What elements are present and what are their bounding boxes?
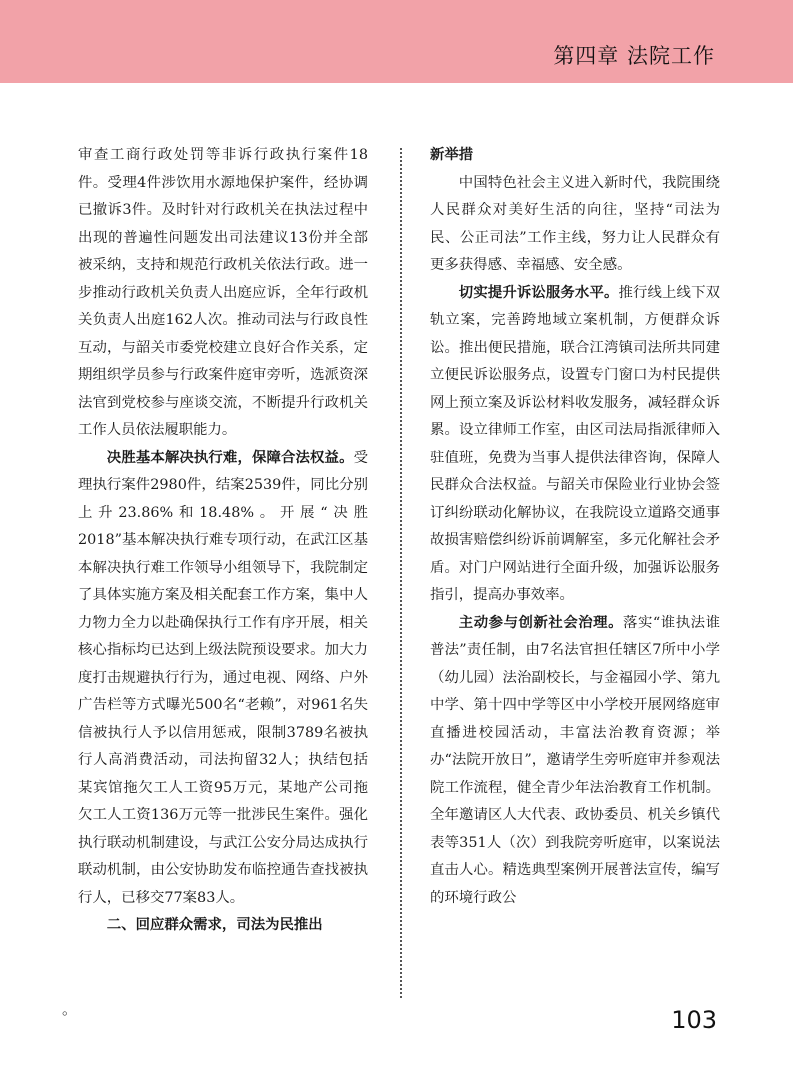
left-column-tail: 。 bbox=[62, 1000, 78, 1018]
section-heading: 二、回应群众需求，司法为民推出 bbox=[106, 917, 323, 933]
paragraph-body: 受理执行案件2980件，结案2539件，同比分别上升23.86%和18.48%。开展“决胜2018”基本解决执行难专项行动，在武江区基本解决执行难工作领导小组领导下，我院制定了具体实施方案及相关配套工作方案，集中人力物力全力以赴确保执行工作有序开展，相关核心指标均已达到上级法院预设要求。加大力度打击规避执行行为，通过电视、网络、户外广告栏等方式曝光500名“老赖”，对961名失信被执行人予以信用惩戒，限制3789名被执行人高消费活动，司法拘留32人；执结包括某宾馆拖欠工人工资95万元，某地产公司拖欠工人工资136万元等一批涉民生案件。强化执行联动机制建设，与武江公安分局达成执行联动机制，由公安协助发布临控通告查找被执行人，已移交77案83人。 bbox=[78, 449, 368, 906]
column-divider bbox=[400, 148, 402, 998]
paragraph-body: 落实“谁执法谁普法”责任制，由7名法官担任辖区7所中小学（幼儿园）法治副校长，与金福园小学、第九中学、第十四中学等区中小学校开展网络庭审直播进校园活动，丰富法治教育资源；举办“法院开放日”，邀请学生旁听庭审并参观法院工作流程，健全青少年法治教育工作机制。全年邀请区人大代表、政协委员、机关乡镇代表等351人（次）到我院旁听庭审，以案说法直击人心。精选典型案例开展普法宣传，编写的环境行政公 bbox=[430, 614, 720, 906]
paragraph-lead: 主动参与创新社会治理。 bbox=[458, 614, 624, 631]
left-column bbox=[78, 142, 368, 940]
paragraph: 中国特色社会主义进入新时代，我院围绕人民群众对美好生活的向往，坚持“司法为民、公正司法”工作主线，努力让人民群众有更多获得感、幸福感、安全感。 bbox=[430, 174, 720, 273]
section-heading-continued: 新举措 bbox=[430, 147, 474, 163]
paragraph-body: 推行线上线下双轨立案，完善跨地域立案机制，方便群众诉讼。推出便民措施，联合江湾镇司法所共同建立便民诉讼服务点，设置专门窗口为村民提供网上预立案及诉讼材料收发服务，减轻群众诉累。设立律师工作室，由区司法局指派律师入驻值班，免费为当事人提供法律咨询，保障人民群众合法权益。与韶关市保险业行业协会签订纠纷联动化解协议，在我院设立道路交通事故损害赔偿纠纷诉前调解室，多元化解社会矛盾。对门户网站进行全面升级，加强诉讼服务指引，提高办事效率。 bbox=[430, 284, 720, 603]
paragraph bbox=[430, 610, 720, 913]
paragraph-lead: 切实提升诉讼服务水平。 bbox=[458, 284, 619, 301]
paragraph-lead: 决胜基本解决执行难，保障合法权益。 bbox=[106, 449, 354, 466]
paragraph: 审查工商行政处罚等非诉行政执行案件18件。受理4件涉饮用水源地保护案件，经协调已撤诉3件。及时针对行政机关在执法过程中出现的普遍性问题发出司法建议13份并全部被采纳，支持和规范行政机关依法行政。进一步推动行政机关负责人出庭应诉，全年行政机关负责人出庭162人次。推动司法与行政良性互动，与韶关市委党校建立良好合作关系，定期组织学员参与行政案件庭审旁听，选派资深法官到党校参与座谈交流，不断提升行政机关工作人员依法履职能力。 bbox=[78, 147, 368, 438]
chapter-title: 第四章 法院工作 bbox=[553, 44, 715, 68]
chapter-header-band bbox=[0, 0, 793, 83]
paragraph bbox=[430, 280, 720, 610]
paragraph bbox=[78, 445, 368, 913]
right-column bbox=[430, 142, 720, 912]
page-number: 103 bbox=[671, 1006, 717, 1034]
